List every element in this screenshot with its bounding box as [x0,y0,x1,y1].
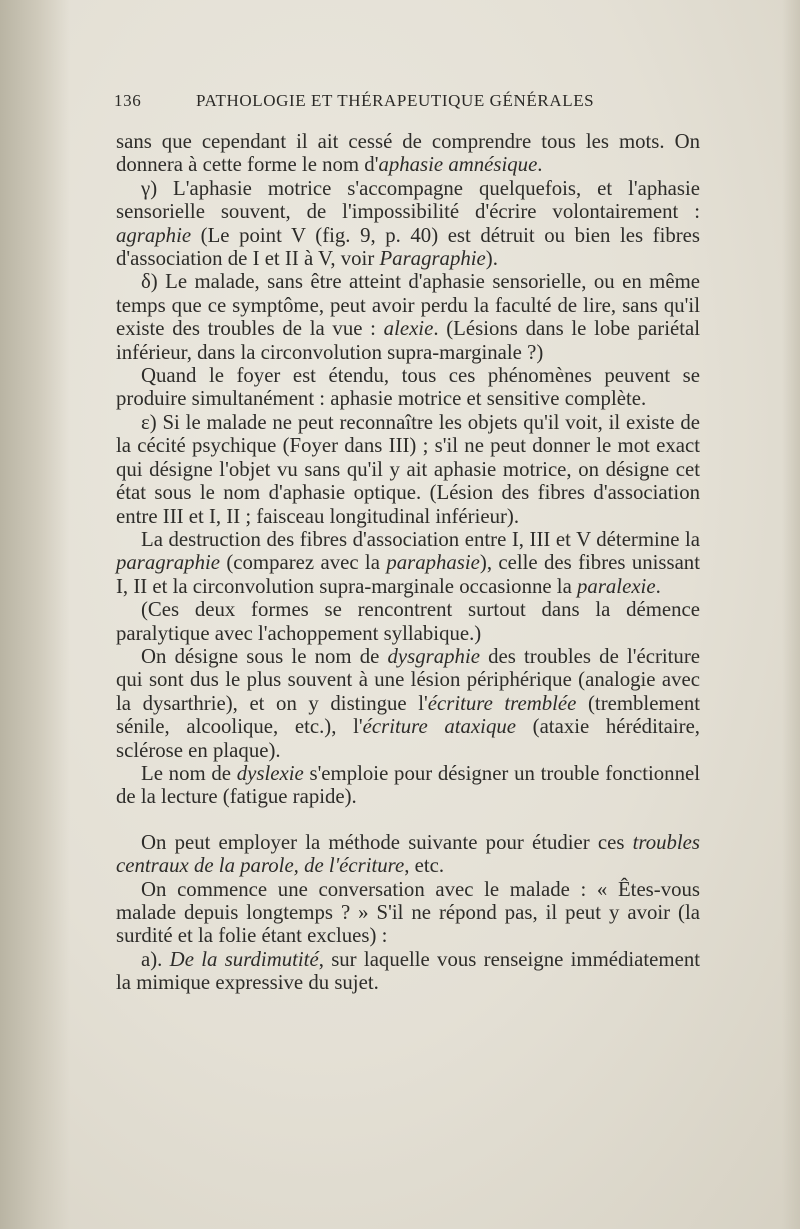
paragraph [116,364,700,411]
italic-term: paralexie [577,574,656,598]
text-run: On désigne sous le nom de [141,644,388,668]
text-run: Le nom de [141,761,237,785]
text-run: Quand le foyer est étendu, tous ces phénomènes peuvent se produire simultanément : aphasie motrice et sensitive complète. [116,364,700,411]
text-run: On peut employer la méthode suivante pour étudier ces [141,830,633,854]
italic-term: troubles centraux de la parole, de l'écriture [116,830,700,878]
text-run: . (Lésions dans le lobe pariétal inférieur, dans la circonvolution supra-marginale ?) [116,317,700,364]
text-run: . [537,153,543,177]
paragraph [116,411,700,528]
page-number: 136 [114,91,142,110]
italic-term: paraphasie [386,551,480,575]
text-run: ), celle des fibres unissant I, II et la circonvolution supra-marginale occasionne la [116,551,700,598]
paragraph [116,645,700,762]
text-run: s'emploie pour désigner un trouble fonctionnel de la lecture (fatigue rapide). [116,761,700,809]
running-header [114,91,700,111]
text-run: γ) L'aphasie motrice s'accompagne quelquefois, et l'aphasie sensorielle souvent, de l'impossibilité d'écrire volontairement : [116,176,700,224]
italic-term: écriture tremblée [427,691,577,715]
italic-term: Paragraphie [379,247,486,271]
text-run: (comparez avec la [220,551,387,575]
italic-term: aphasie amnésique [378,153,538,177]
italic-term: dyslexie [236,761,304,785]
italic-term: dysgraphie [387,644,480,668]
paragraph [116,130,700,177]
text-run: (Le point V (fig. 9, p. 40) est détruit ou bien les fibres d'association de I et II à V, voir [116,223,700,271]
text-run: (tremblement sénile, alcoolique, etc.), l' [116,691,701,739]
italic-term: De la surdimutité [169,947,319,971]
text-run: sans que cependant il ait cessé de comprendre tous les mots. On donnera à cette forme le nom d' [116,130,700,177]
body-text [116,130,700,995]
text-run: On commence une conversation avec le malade : « Êtes-vous malade depuis longtemps ? » S'il ne répond pas, il peut y avoir (la surdité et la folie étant exclues) : [116,877,700,948]
text-run: ). [485,247,498,271]
paragraph [116,878,700,948]
text-run: La destruction des fibres d'association entre I, III et V détermine la [141,527,700,551]
italic-term: alexie [383,317,434,341]
text-run: δ) Le malade, sans être atteint d'aphasie sensorielle, ou en même temps que ce symptôme, peut avoir perdu la faculté de lire, sans qu'il existe des troubles de la vue : [116,270,700,341]
text-run: , etc. [404,854,445,878]
text-run: des troubles de l'écriture qui sont dus le plus souvent à une lésion périphérique (analogie avec la dysarthrie), et on y distingue l' [116,644,700,715]
italic-term: écriture ataxique [362,715,516,739]
text-run: (ataxie héréditaire, sclérose en plaque). [116,715,701,762]
italic-term: paragraphie [116,551,220,575]
text-run: (Ces deux formes se rencontrent surtout dans la démence paralytique avec l'achoppement syllabique.) [116,598,700,645]
paragraph [116,598,700,645]
paragraph [116,270,700,364]
italic-term: agraphie [116,223,192,247]
text-run: . [655,574,661,598]
text-run: ε) Si le malade ne peut reconnaître les objets qu'il voit, il existe de la cécité psychique (Foyer dans III) ; s'il ne peut donner le mot exact qui désigne l'objet vu sans qu'il y ait aphasie motrice, on désigne cet état sous le nom d'aphasie optique. (Lésion des fibres d'association entre III et I, II ; faisceau longitudinal inférieur). [116,410,700,528]
text-run: a). [141,947,170,971]
running-title: PATHOLOGIE ET THÉRAPEUTIQUE GÉNÉRALES [196,91,595,110]
paragraph [116,762,700,809]
paragraph [116,831,700,878]
text-run: , sur laquelle vous renseigne immédiatement la mimique expressive du sujet. [116,947,700,995]
paragraph [116,528,700,598]
paragraph [116,177,700,271]
paragraph [116,948,700,995]
